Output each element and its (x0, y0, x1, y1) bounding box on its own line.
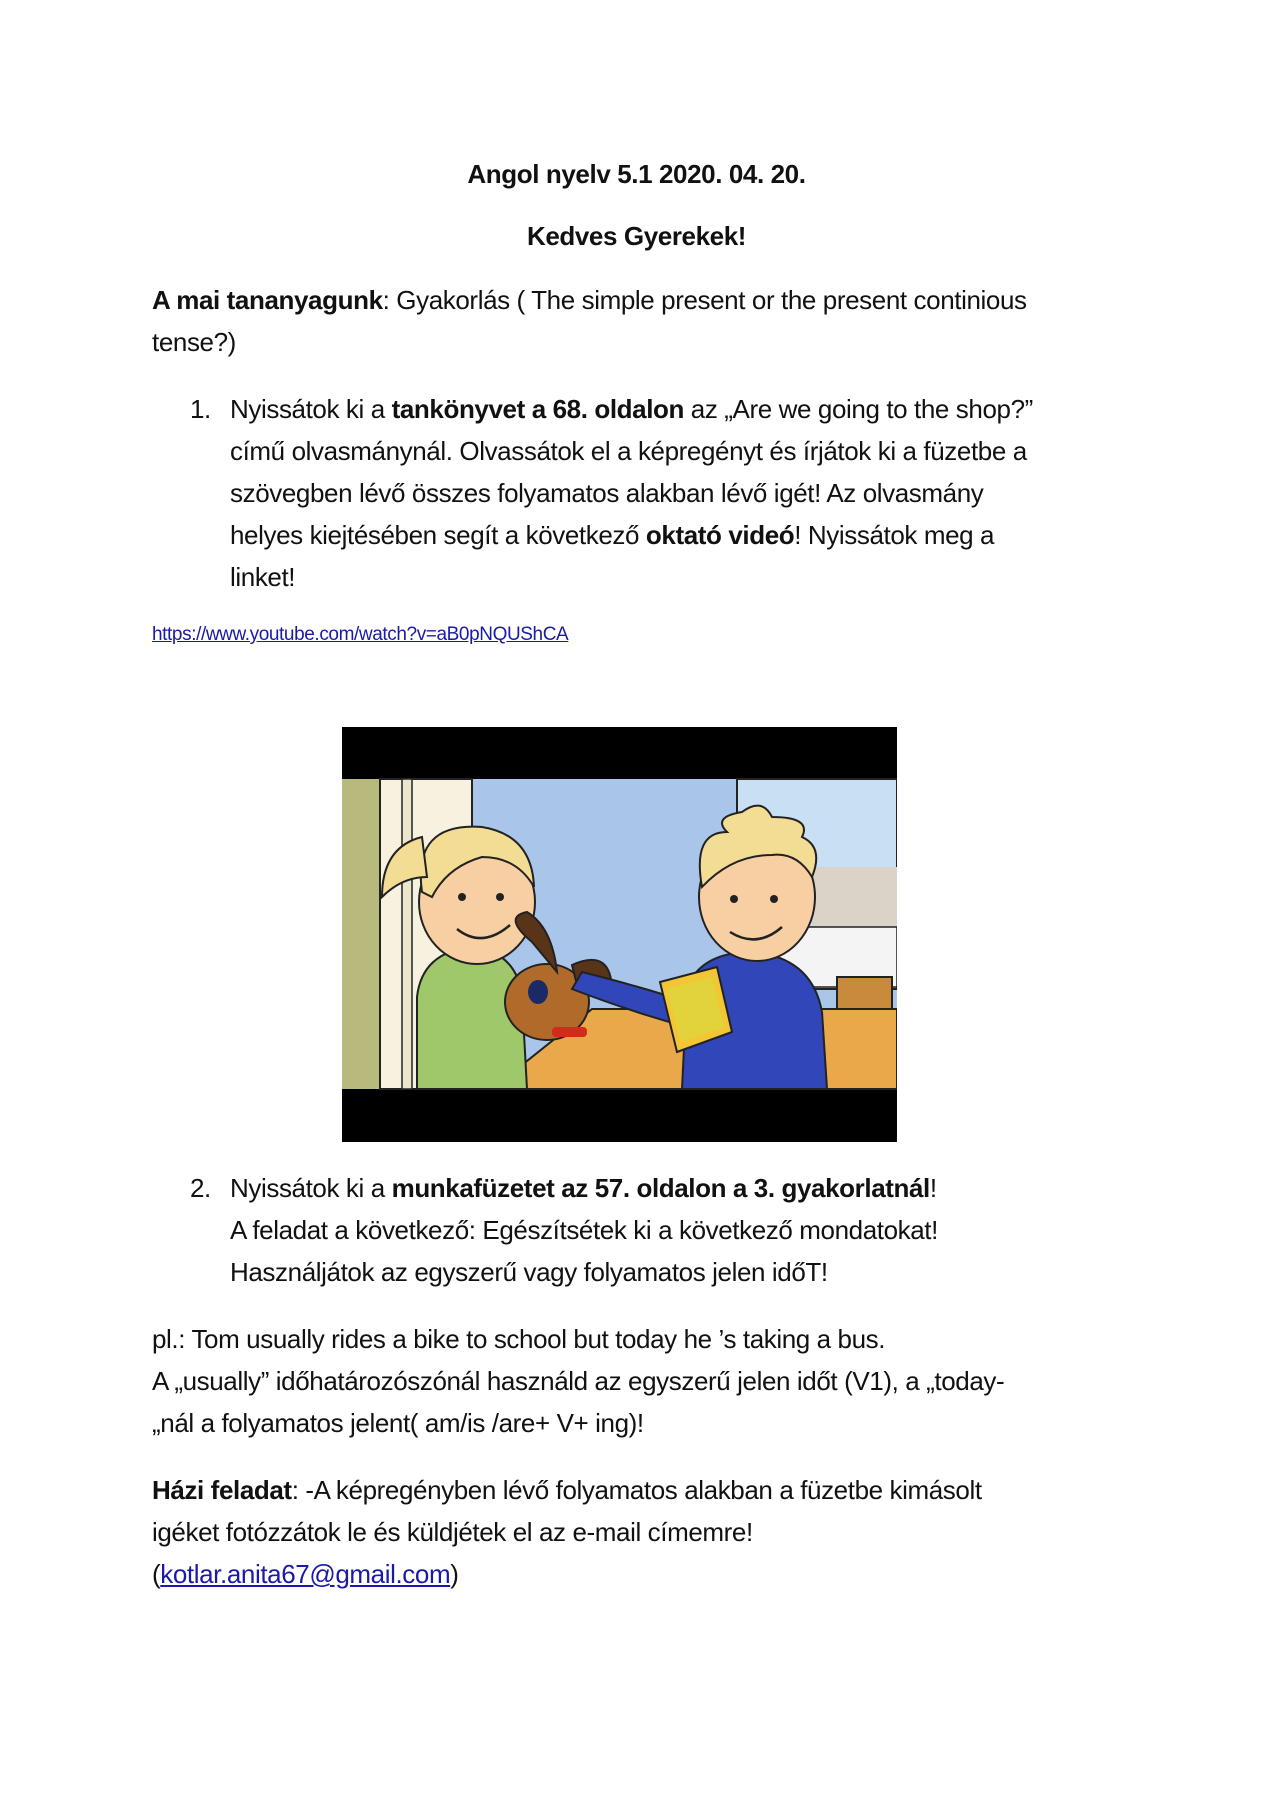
example-line-1: pl.: Tom usually rides a bike to school but today he ’s taking a bus. (152, 1324, 886, 1354)
task-2-line-1 (230, 1167, 937, 1209)
homework-text: -A képregényben lévő folyamatos alakban a füzetbe kimásolt (298, 1475, 982, 1505)
task-1-text-end: ! Nyissátok meg a (794, 520, 995, 550)
intro-colon: : (382, 285, 390, 315)
intro-text: Gyakorlás ( The simple present or the present continious (389, 285, 1027, 315)
task-1-line-3: szövegben lévő összes folyamatos alakban lévő igét! Az olvasmány (230, 478, 984, 508)
task-1-video-ref: oktató videó (645, 520, 795, 550)
scene (342, 779, 897, 1089)
task-1-line-5: linket! (230, 562, 296, 592)
task-1-line-4 (230, 514, 994, 556)
intro-line-2: tense?) (152, 327, 236, 357)
video-thumbnail[interactable] (342, 727, 897, 1142)
cartoon-video-frame-icon (342, 727, 897, 1142)
page-title: Angol nyelv 5.1 2020. 04. 20. (467, 159, 806, 189)
task-1-text: helyes kiejtésében segít a következő (230, 520, 646, 550)
homework-line-3 (152, 1553, 458, 1595)
intro-label: A mai tananyagunk (152, 285, 383, 315)
task-1-line-2: című olvasmánynál. Olvassátok el a képregényt és írjátok ki a füzetbe a (230, 436, 1027, 466)
youtube-link[interactable]: https://www.youtube.com/watch?v=aB0pNQUShCA (152, 624, 569, 645)
homework-colon: : (291, 1475, 299, 1505)
task-1-textbook-ref: tankönyvet a 68. oldalon (391, 394, 684, 424)
task-2-text-end: ! (929, 1173, 937, 1203)
task-2-number: 2. (190, 1173, 211, 1203)
task-1-text-title: az „Are we going to the shop?” (683, 394, 1033, 424)
task-2-workbook-ref: munkafüzetet az 57. oldalon a 3. gyakorlatnál (391, 1173, 930, 1203)
task-2-text: Nyissátok ki a (230, 1173, 392, 1203)
youtube-link-line (152, 614, 568, 656)
example-line-3: „nál a folyamatos jelent( am/is /are+ V+ ing)! (152, 1408, 644, 1438)
task-2-line-3: Használjátok az egyszerű vagy folyamatos jelen időT! (230, 1257, 828, 1287)
example-line-2: A „usually” időhatározószónál használd az egyszerű jelen időt (V1), a „today- (152, 1366, 1005, 1396)
greeting: Kedves Gyerekek! (526, 221, 747, 251)
open-paren: ( (152, 1559, 161, 1589)
task-1-text: Nyissátok ki a (230, 394, 392, 424)
close-paren: ) (450, 1559, 459, 1589)
task-1-number: 1. (190, 394, 211, 424)
task-1-line-1 (230, 388, 1033, 430)
email-link[interactable]: kotlar.anita67@gmail.com (160, 1559, 451, 1589)
homework-line-2: igéket fotózzátok le és küldjétek el az e-mail címemre! (152, 1517, 753, 1547)
homework-label: Házi feladat (152, 1475, 292, 1505)
intro-line (152, 279, 1027, 321)
task-2-line-2: A feladat a következő: Egészítsétek ki a következő mondatokat! (230, 1215, 938, 1245)
homework-line-1 (152, 1469, 982, 1511)
